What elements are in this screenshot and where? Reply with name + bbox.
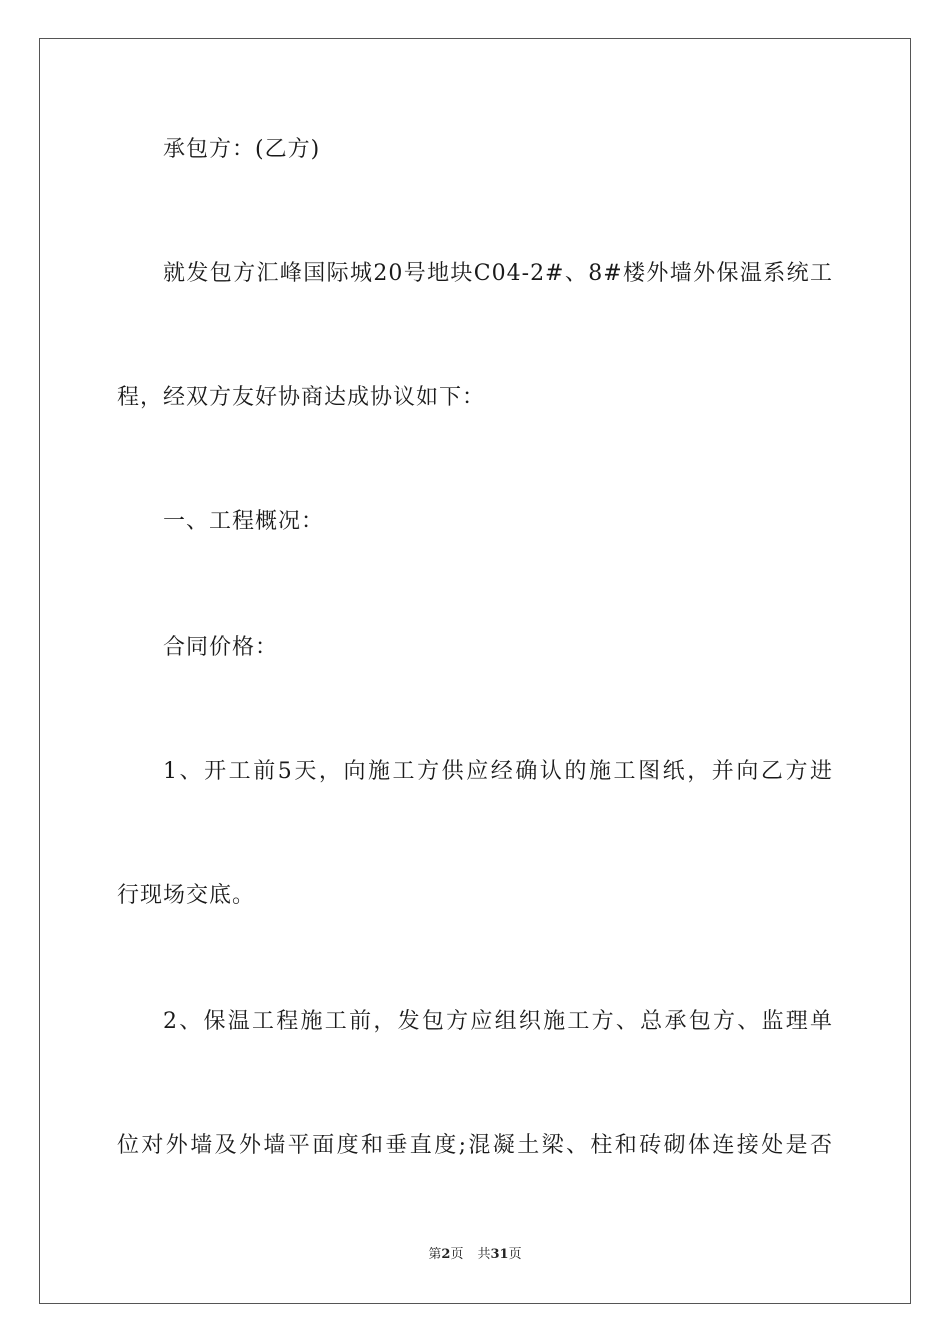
contract-price-line: 合同价格： <box>163 635 279 660</box>
footer-total-suffix: 页 <box>508 1247 522 1262</box>
footer-page-number: 2 <box>441 1247 451 1262</box>
section-heading-overview: 一、工程概况： <box>163 509 325 534</box>
clause-2-line-1: 2、保温工程施工前，发包方应组织施工方、总承包方、监理单 <box>163 1009 833 1034</box>
page-border <box>39 38 911 1304</box>
page-footer <box>0 1246 950 1264</box>
agreement-intro-line-2: 程，经双方友好协商达成协议如下： <box>117 385 486 410</box>
agreement-intro-line-1: 就发包方汇峰国际城20号地块C04-2#、8#楼外墙外保温系统工 <box>163 261 833 286</box>
footer-page-prefix: 第 <box>428 1247 442 1262</box>
clause-2-line-2: 位对外墙及外墙平面度和垂直度;混凝土梁、柱和砖砌体连接处是否 <box>117 1133 833 1158</box>
clause-1-line-1: 1、开工前5天，向施工方供应经确认的施工图纸，并向乙方进 <box>163 759 833 784</box>
footer-total-pages: 31 <box>490 1247 509 1262</box>
footer-total-prefix: 共 <box>477 1247 491 1262</box>
contractor-line: 承包方：(乙方) <box>163 137 321 162</box>
clause-1-line-2: 行现场交底。 <box>117 883 256 908</box>
footer-page-suffix: 页 <box>450 1247 464 1262</box>
